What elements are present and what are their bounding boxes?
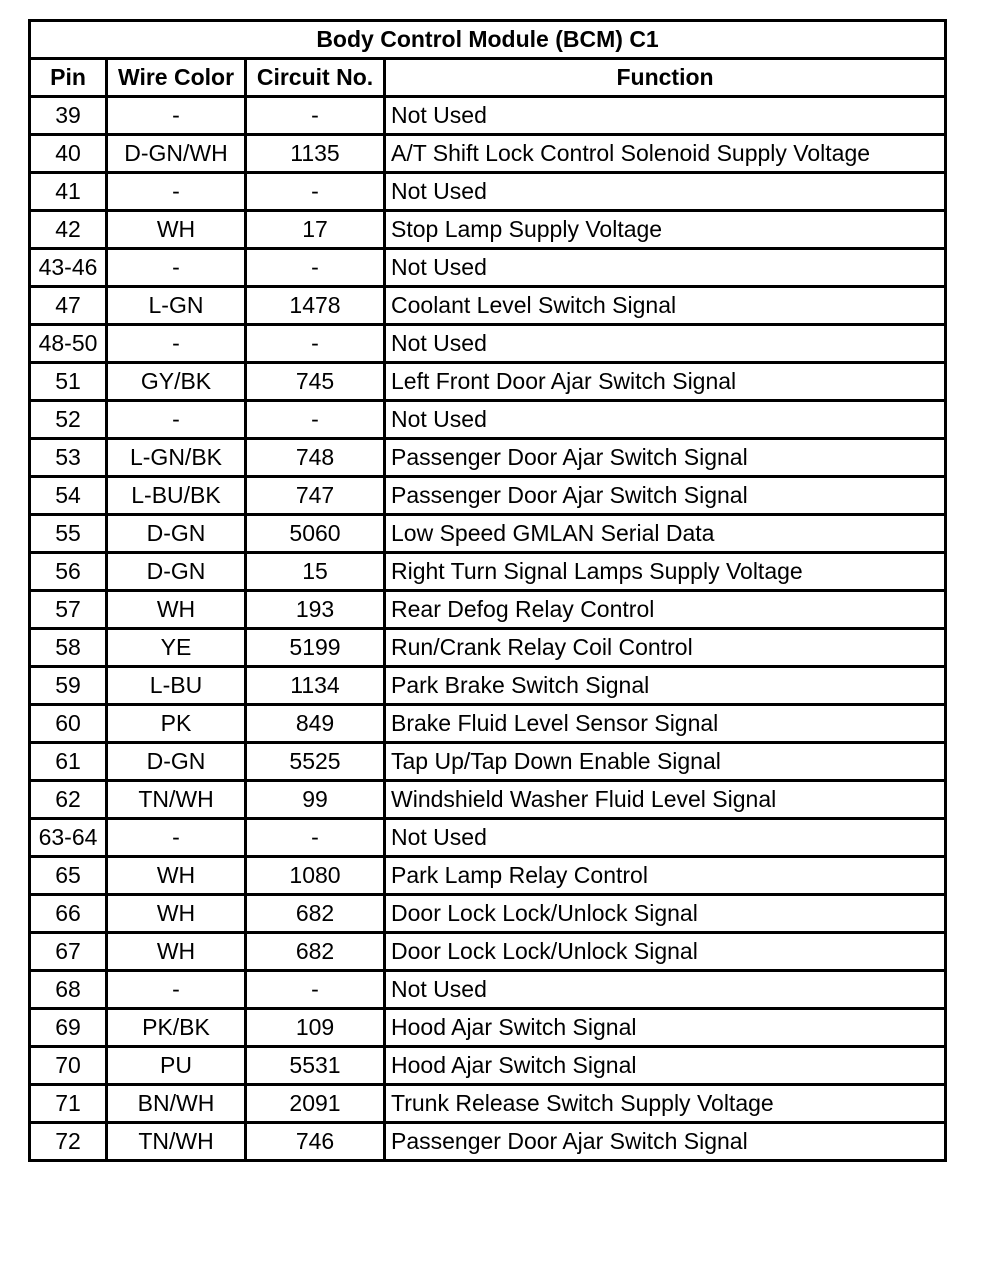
wire-color-cell: - bbox=[107, 819, 246, 857]
table-row bbox=[30, 1123, 946, 1161]
circuit-no-cell: 1135 bbox=[246, 135, 385, 173]
wire-color-cell: D-GN/WH bbox=[107, 135, 246, 173]
function-cell: Tap Up/Tap Down Enable Signal bbox=[385, 743, 946, 781]
circuit-no-cell: 5060 bbox=[246, 515, 385, 553]
circuit-no-cell: - bbox=[246, 819, 385, 857]
pin-cell: 42 bbox=[30, 211, 107, 249]
circuit-no-cell: 2091 bbox=[246, 1085, 385, 1123]
table-body bbox=[30, 97, 946, 1161]
pin-cell: 68 bbox=[30, 971, 107, 1009]
circuit-no-cell: 1134 bbox=[246, 667, 385, 705]
function-cell: Not Used bbox=[385, 971, 946, 1009]
table-title: Body Control Module (BCM) C1 bbox=[30, 21, 946, 59]
wire-color-cell: WH bbox=[107, 895, 246, 933]
header-pin: Pin bbox=[30, 59, 107, 97]
wire-color-cell: - bbox=[107, 325, 246, 363]
wire-color-cell: - bbox=[107, 97, 246, 135]
header-row bbox=[30, 59, 946, 97]
wire-color-cell: PK/BK bbox=[107, 1009, 246, 1047]
wire-color-cell: - bbox=[107, 401, 246, 439]
circuit-no-cell: 15 bbox=[246, 553, 385, 591]
table-row bbox=[30, 363, 946, 401]
table-row bbox=[30, 97, 946, 135]
wire-color-cell: - bbox=[107, 249, 246, 287]
wire-color-cell: PU bbox=[107, 1047, 246, 1085]
function-cell: Windshield Washer Fluid Level Signal bbox=[385, 781, 946, 819]
pin-cell: 41 bbox=[30, 173, 107, 211]
header-function: Function bbox=[385, 59, 946, 97]
circuit-no-cell: 746 bbox=[246, 1123, 385, 1161]
pin-cell: 47 bbox=[30, 287, 107, 325]
table-row bbox=[30, 591, 946, 629]
function-cell: Right Turn Signal Lamps Supply Voltage bbox=[385, 553, 946, 591]
table-row bbox=[30, 287, 946, 325]
function-cell: Coolant Level Switch Signal bbox=[385, 287, 946, 325]
wire-color-cell: - bbox=[107, 971, 246, 1009]
pin-cell: 63-64 bbox=[30, 819, 107, 857]
circuit-no-cell: 1478 bbox=[246, 287, 385, 325]
table-row bbox=[30, 781, 946, 819]
header-wire-color: Wire Color bbox=[107, 59, 246, 97]
pin-cell: 54 bbox=[30, 477, 107, 515]
pin-cell: 57 bbox=[30, 591, 107, 629]
table-row bbox=[30, 1009, 946, 1047]
pin-cell: 66 bbox=[30, 895, 107, 933]
pin-cell: 52 bbox=[30, 401, 107, 439]
circuit-no-cell: 682 bbox=[246, 895, 385, 933]
wire-color-cell: L-GN bbox=[107, 287, 246, 325]
wire-color-cell: L-BU/BK bbox=[107, 477, 246, 515]
function-cell: Not Used bbox=[385, 97, 946, 135]
function-cell: Rear Defog Relay Control bbox=[385, 591, 946, 629]
table-row bbox=[30, 439, 946, 477]
table-row bbox=[30, 401, 946, 439]
wire-color-cell: WH bbox=[107, 591, 246, 629]
pin-cell: 51 bbox=[30, 363, 107, 401]
pin-cell: 61 bbox=[30, 743, 107, 781]
circuit-no-cell: 99 bbox=[246, 781, 385, 819]
table-row bbox=[30, 515, 946, 553]
wire-color-cell: L-BU bbox=[107, 667, 246, 705]
circuit-no-cell: 5531 bbox=[246, 1047, 385, 1085]
function-cell: Brake Fluid Level Sensor Signal bbox=[385, 705, 946, 743]
title-row bbox=[30, 21, 946, 59]
wire-color-cell: PK bbox=[107, 705, 246, 743]
function-cell: Stop Lamp Supply Voltage bbox=[385, 211, 946, 249]
circuit-no-cell: 748 bbox=[246, 439, 385, 477]
function-cell: Hood Ajar Switch Signal bbox=[385, 1009, 946, 1047]
wire-color-cell: TN/WH bbox=[107, 1123, 246, 1161]
function-cell: Hood Ajar Switch Signal bbox=[385, 1047, 946, 1085]
table-row bbox=[30, 1047, 946, 1085]
function-cell: Passenger Door Ajar Switch Signal bbox=[385, 477, 946, 515]
pin-cell: 71 bbox=[30, 1085, 107, 1123]
table-row bbox=[30, 1085, 946, 1123]
table-row bbox=[30, 629, 946, 667]
function-cell: Not Used bbox=[385, 325, 946, 363]
function-cell: Not Used bbox=[385, 249, 946, 287]
table-row bbox=[30, 857, 946, 895]
wire-color-cell: TN/WH bbox=[107, 781, 246, 819]
header-circuit-no: Circuit No. bbox=[246, 59, 385, 97]
pin-cell: 70 bbox=[30, 1047, 107, 1085]
circuit-no-cell: 5525 bbox=[246, 743, 385, 781]
circuit-no-cell: - bbox=[246, 325, 385, 363]
table-row bbox=[30, 173, 946, 211]
pin-cell: 72 bbox=[30, 1123, 107, 1161]
table-row bbox=[30, 705, 946, 743]
circuit-no-cell: 745 bbox=[246, 363, 385, 401]
wire-color-cell: YE bbox=[107, 629, 246, 667]
bcm-c1-pinout-table bbox=[28, 19, 947, 1162]
circuit-no-cell: - bbox=[246, 971, 385, 1009]
wire-color-cell: GY/BK bbox=[107, 363, 246, 401]
wire-color-cell: WH bbox=[107, 933, 246, 971]
function-cell: A/T Shift Lock Control Solenoid Supply Voltage bbox=[385, 135, 946, 173]
circuit-no-cell: - bbox=[246, 249, 385, 287]
function-cell: Low Speed GMLAN Serial Data bbox=[385, 515, 946, 553]
wire-color-cell: D-GN bbox=[107, 553, 246, 591]
function-cell: Park Lamp Relay Control bbox=[385, 857, 946, 895]
circuit-no-cell: - bbox=[246, 97, 385, 135]
pin-cell: 53 bbox=[30, 439, 107, 477]
pin-cell: 48-50 bbox=[30, 325, 107, 363]
circuit-no-cell: 5199 bbox=[246, 629, 385, 667]
table-row bbox=[30, 553, 946, 591]
table-row bbox=[30, 895, 946, 933]
table-row bbox=[30, 667, 946, 705]
pin-cell: 55 bbox=[30, 515, 107, 553]
pin-cell: 65 bbox=[30, 857, 107, 895]
function-cell: Passenger Door Ajar Switch Signal bbox=[385, 439, 946, 477]
circuit-no-cell: 109 bbox=[246, 1009, 385, 1047]
circuit-no-cell: 17 bbox=[246, 211, 385, 249]
function-cell: Left Front Door Ajar Switch Signal bbox=[385, 363, 946, 401]
function-cell: Trunk Release Switch Supply Voltage bbox=[385, 1085, 946, 1123]
table-row bbox=[30, 819, 946, 857]
pin-cell: 39 bbox=[30, 97, 107, 135]
table-row bbox=[30, 743, 946, 781]
wire-color-cell: L-GN/BK bbox=[107, 439, 246, 477]
pin-cell: 69 bbox=[30, 1009, 107, 1047]
circuit-no-cell: 1080 bbox=[246, 857, 385, 895]
wire-color-cell: D-GN bbox=[107, 515, 246, 553]
circuit-no-cell: - bbox=[246, 401, 385, 439]
pin-cell: 60 bbox=[30, 705, 107, 743]
wire-color-cell: BN/WH bbox=[107, 1085, 246, 1123]
table-row bbox=[30, 325, 946, 363]
function-cell: Passenger Door Ajar Switch Signal bbox=[385, 1123, 946, 1161]
circuit-no-cell: 747 bbox=[246, 477, 385, 515]
table-row bbox=[30, 211, 946, 249]
pin-cell: 62 bbox=[30, 781, 107, 819]
wire-color-cell: WH bbox=[107, 857, 246, 895]
wire-color-cell: WH bbox=[107, 211, 246, 249]
pin-cell: 40 bbox=[30, 135, 107, 173]
circuit-no-cell: 193 bbox=[246, 591, 385, 629]
wire-color-cell: - bbox=[107, 173, 246, 211]
wire-color-cell: D-GN bbox=[107, 743, 246, 781]
pin-cell: 56 bbox=[30, 553, 107, 591]
circuit-no-cell: - bbox=[246, 173, 385, 211]
table-row bbox=[30, 477, 946, 515]
function-cell: Run/Crank Relay Coil Control bbox=[385, 629, 946, 667]
table-row bbox=[30, 933, 946, 971]
pin-cell: 67 bbox=[30, 933, 107, 971]
function-cell: Door Lock Lock/Unlock Signal bbox=[385, 933, 946, 971]
pin-cell: 43-46 bbox=[30, 249, 107, 287]
circuit-no-cell: 682 bbox=[246, 933, 385, 971]
function-cell: Not Used bbox=[385, 819, 946, 857]
pin-cell: 59 bbox=[30, 667, 107, 705]
table-row bbox=[30, 135, 946, 173]
circuit-no-cell: 849 bbox=[246, 705, 385, 743]
function-cell: Door Lock Lock/Unlock Signal bbox=[385, 895, 946, 933]
function-cell: Not Used bbox=[385, 401, 946, 439]
pin-cell: 58 bbox=[30, 629, 107, 667]
table-row bbox=[30, 971, 946, 1009]
function-cell: Park Brake Switch Signal bbox=[385, 667, 946, 705]
table-row bbox=[30, 249, 946, 287]
function-cell: Not Used bbox=[385, 173, 946, 211]
